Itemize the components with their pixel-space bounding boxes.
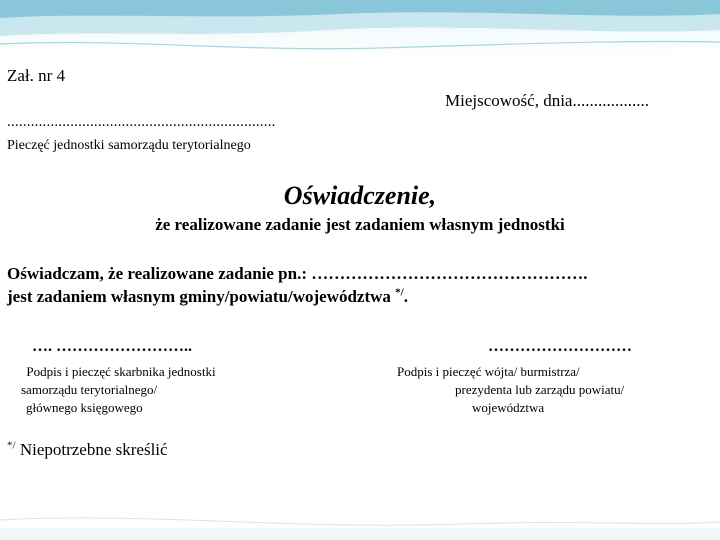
signature-line-left: …. …………………….. (32, 338, 192, 355)
signature-line-right: ……………………… (488, 338, 632, 355)
footnote-marker: */ (395, 286, 404, 299)
signature-caption-line: Podpis i pieczęć wójta/ burmistrza/ (397, 364, 580, 379)
signature-caption-line: prezydenta lub zarządu powiatu/ (455, 382, 625, 397)
signature-caption-line: Podpis i pieczęć skarbnika jednostki (26, 364, 216, 379)
signature-caption-head (392, 363, 662, 417)
footnote-marker: */ (7, 439, 16, 452)
declaration-text: jest zadaniem własnym gminy/powiatu/województwa (7, 287, 396, 306)
declaration-period: . (403, 287, 408, 306)
footnote-text: Niepotrzebne skreślić (15, 440, 168, 459)
footnote (7, 440, 168, 460)
annex-number: Zał. nr 4 (7, 66, 66, 85)
signature-caption-line: głównego księgowego (26, 400, 143, 415)
declaration-line-1: Oświadczam, że realizowane zadanie pn.: …………………………………………. (7, 264, 588, 283)
stamp-label: Pieczęć jednostki samorządu terytorialnego (7, 138, 251, 153)
document-subtitle: że realizowane zadanie jest zadaniem własnym jednostki (155, 215, 565, 234)
stamp-dotted-line: .................................................................... (7, 114, 276, 130)
signature-caption-line: województwa (472, 400, 545, 415)
declaration-line-2 (7, 287, 408, 307)
signature-caption-line: samorządu terytorialnego/ (21, 382, 158, 397)
document-title: Oświadczenie, (283, 181, 437, 210)
place-date-field: Miejscowość, dnia.................. (445, 91, 649, 110)
signature-caption-treasurer (11, 363, 231, 417)
